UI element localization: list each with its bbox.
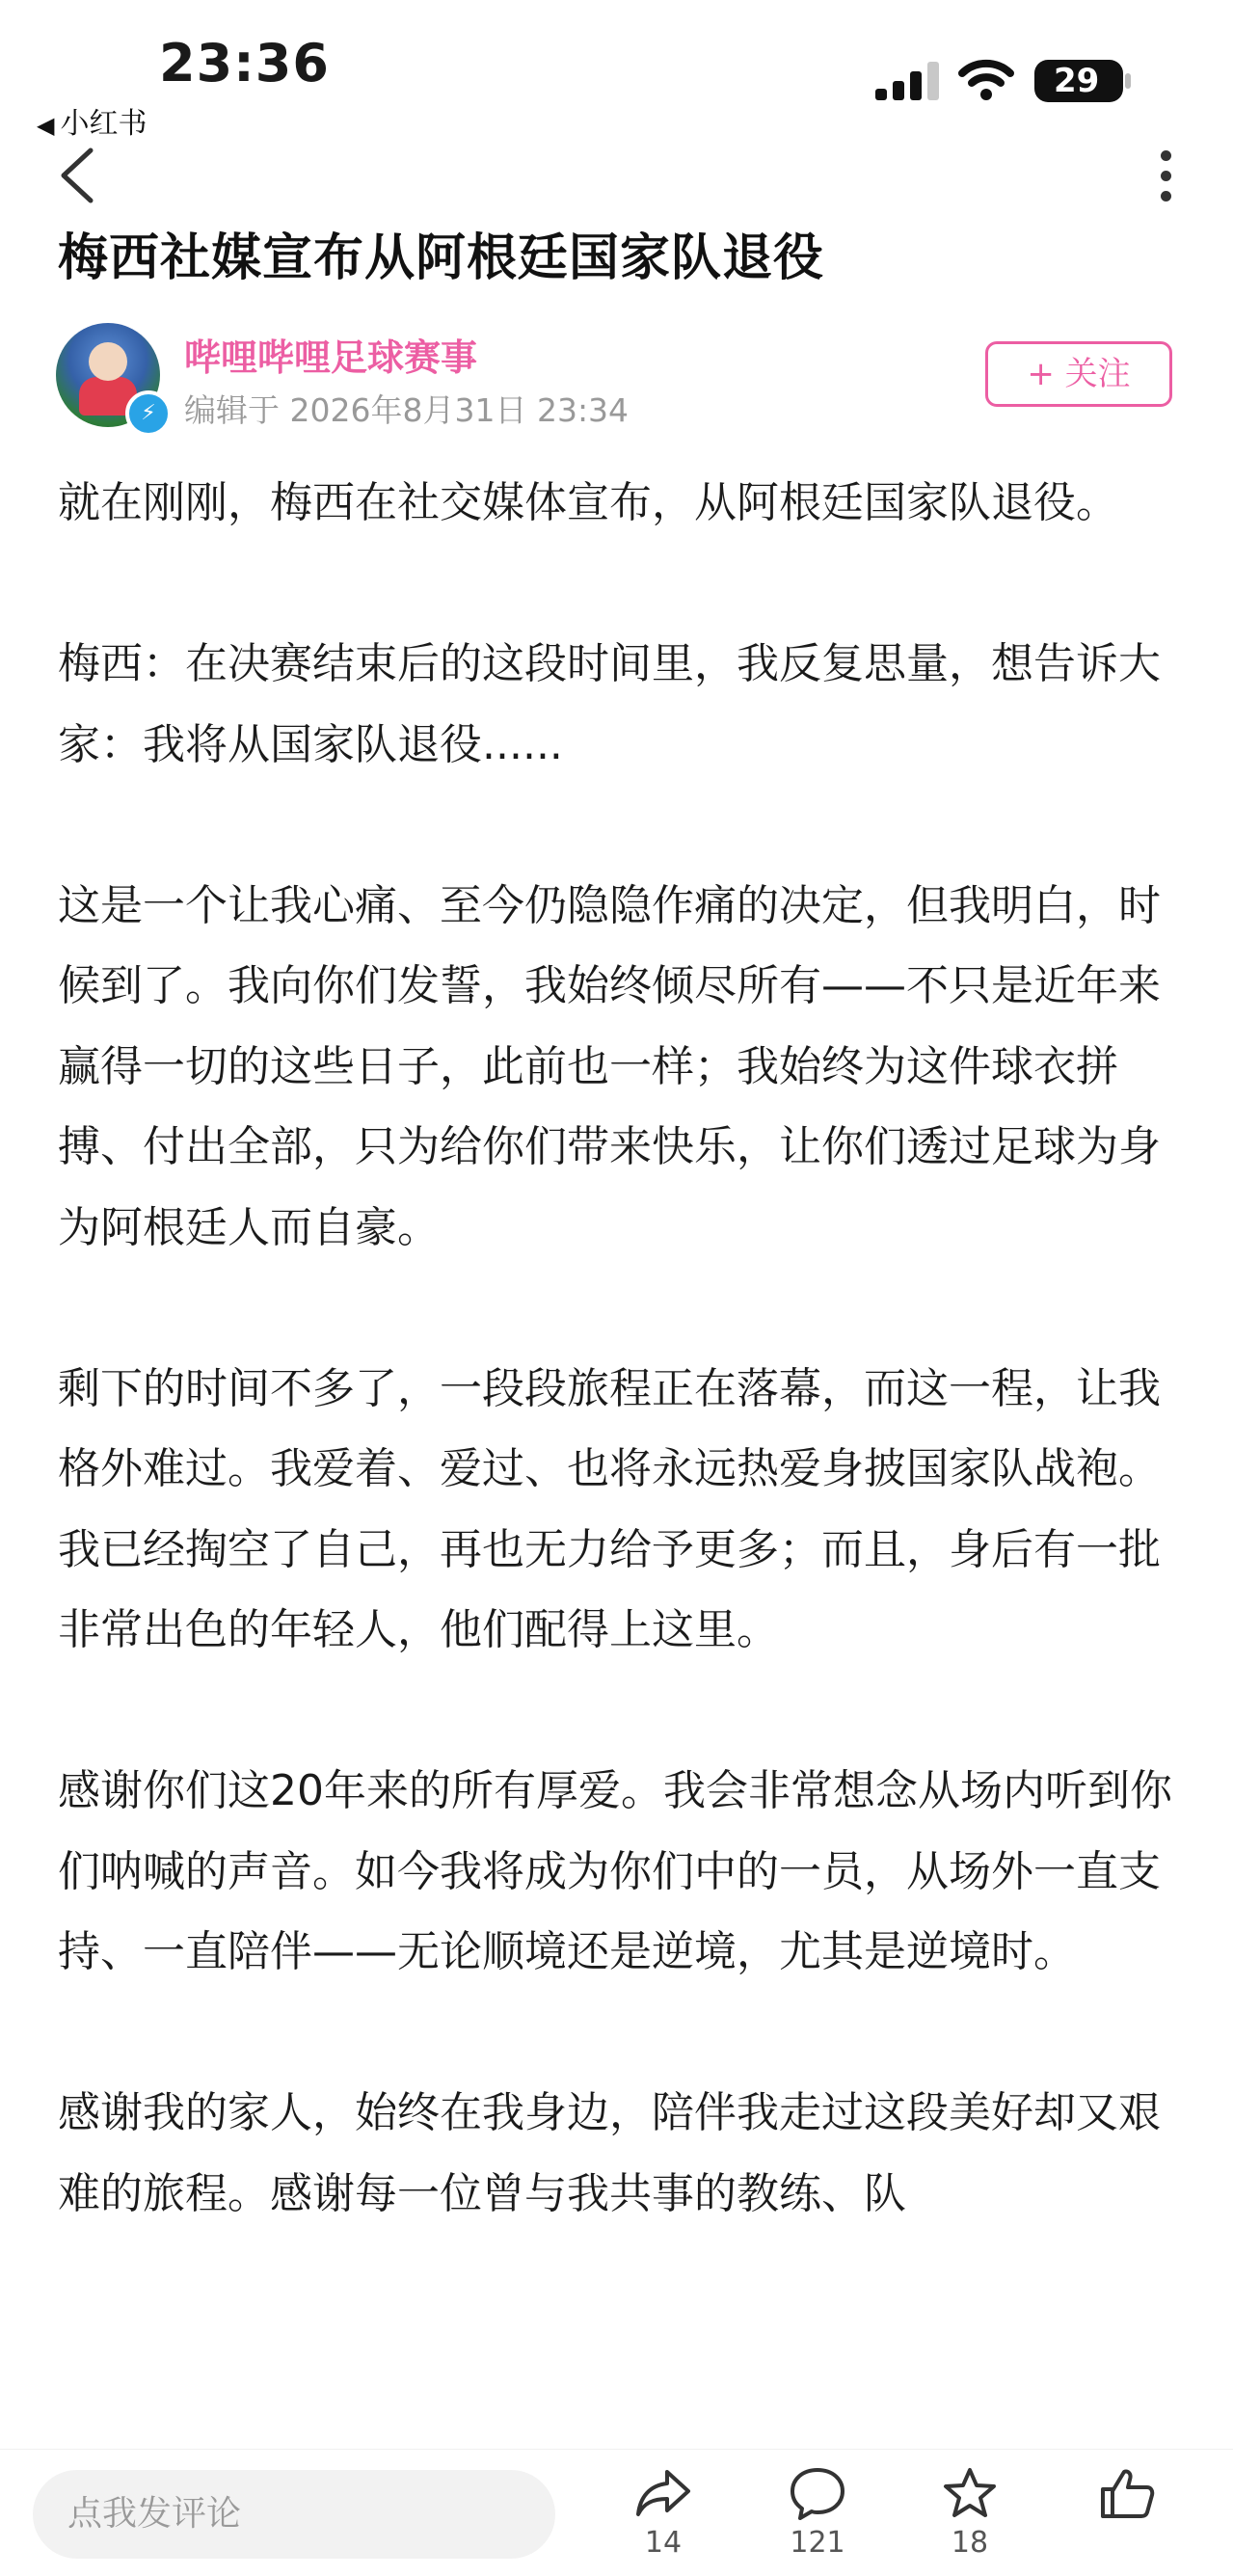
thumbs-up-icon [1097, 2466, 1155, 2520]
comment-count: 121 [790, 2526, 845, 2560]
back-to-app-link[interactable] [37, 99, 147, 142]
edit-timestamp: 编辑于 2026年8月31日 23:34 [184, 391, 630, 429]
paragraph: 剩下的时间不多了，一段段旅程正在落幕，而这一程，让我格外难过。我爱着、爱过、也将永远热爱身披国家队战袍。我已经掏空了自己，再也无力给予更多；而且，身后有一批非常出色的年轻人，他们配得上这里。 [58, 1363, 1161, 1654]
wifi-icon [958, 56, 1014, 104]
favorite-button[interactable] [931, 2466, 1008, 2560]
paragraph: 这是一个让我心痛、至今仍隐隐作痛的决定，但我明白，时候到了。我向你们发誓，我始终倾尽所有——不只是近年来赢得一切的这些日子，此前也一样；我始终为这件球衣拼搏、付出全部，只为给你们带来快乐，让你们透过足球为身为阿根廷人而自豪。 [58, 880, 1161, 1252]
back-chevron-icon[interactable] [56, 145, 98, 206]
status-time: 23:36 [159, 33, 330, 94]
more-options-icon[interactable] [1151, 145, 1180, 212]
follow-button[interactable]: + 关注 [985, 341, 1172, 407]
battery-indicator [1034, 60, 1123, 102]
share-icon [634, 2466, 692, 2520]
star-icon [941, 2466, 999, 2520]
cellular-signal-icon [875, 60, 941, 106]
comment-input[interactable]: 点我发评论 [33, 2470, 555, 2559]
comment-bubble-icon [789, 2466, 846, 2520]
paragraph: 感谢我的家人，始终在我身边，陪伴我走过这段美好却又艰难的旅程。感谢每一位曾与我共事的教练、队 [58, 2088, 1161, 2218]
author-name[interactable]: 哔哩哔哩足球赛事 [184, 336, 478, 379]
comment-button[interactable] [779, 2466, 856, 2560]
share-count: 14 [644, 2526, 683, 2560]
back-triangle-icon: ◀ [37, 112, 55, 139]
share-button[interactable] [625, 2466, 702, 2560]
back-app-label: 小红书 [60, 107, 147, 141]
article-body [58, 463, 1176, 2315]
battery-tip [1125, 73, 1131, 89]
article-title: 梅西社媒宣布从阿根廷国家队退役 [58, 229, 825, 287]
verified-badge-icon: ⚡ [125, 390, 172, 437]
battery-level: 29 [1054, 62, 1100, 100]
paragraph: 就在刚刚，梅西在社交媒体宣布，从阿根廷国家队退役。 [58, 478, 1118, 527]
paragraph: 梅西：在决赛结束后的这段时间里，我反复思量，想告诉大家：我将从国家队退役...... [58, 639, 1161, 769]
like-button[interactable] [1087, 2466, 1165, 2520]
paragraph: 感谢你们这20年来的所有厚爱。我会非常想念从场内听到你们呐喊的声音。如今我将成为你们中的一员，从场外一直支持、一直陪伴——无论顺境还是逆境，尤其是逆境时。 [58, 1766, 1172, 1976]
favorite-count: 18 [951, 2526, 989, 2560]
